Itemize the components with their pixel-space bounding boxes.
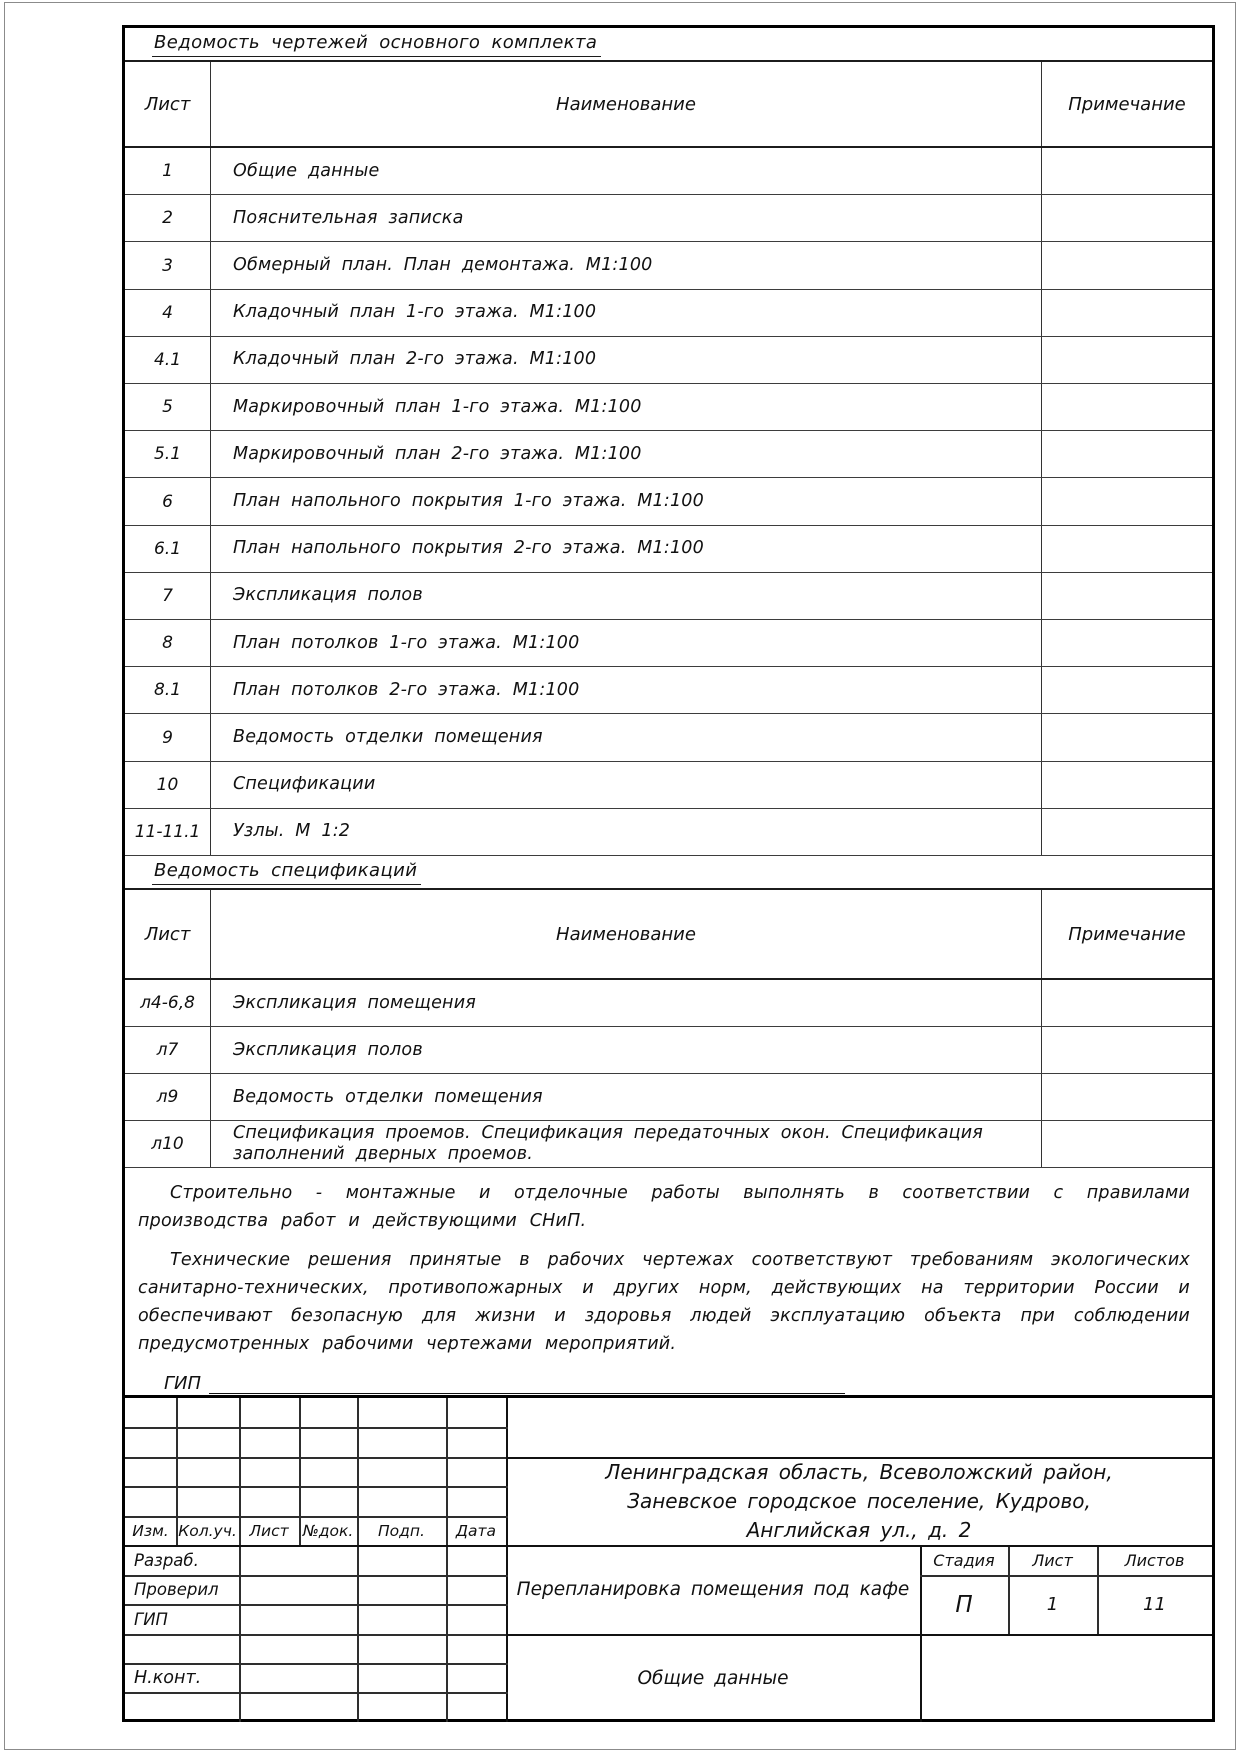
table-row <box>125 478 1212 525</box>
drawing-name: Обмерный план. План демонтажа. М1:100 <box>210 242 1042 288</box>
spec-name: Экспликация помещения <box>210 980 1042 1026</box>
stage-value: П <box>955 1591 973 1618</box>
drawing-name: Кладочный план 2-го этажа. М1:100 <box>210 337 1042 383</box>
drawings-register-header <box>125 62 1212 148</box>
project-title: Перепланировка помещения под кафе <box>516 1579 910 1600</box>
drawing-name: План потолков 2-го этажа. М1:100 <box>210 667 1042 713</box>
note-cell <box>1042 337 1212 383</box>
address-line-1: Ленинградская область, Всеволожский район, <box>605 1459 1113 1484</box>
sheet-number: 7 <box>162 585 173 606</box>
table-row <box>125 148 1212 195</box>
drawing-name: Пояснительная записка <box>210 195 1042 241</box>
column-header-sheet: Лист <box>144 923 191 945</box>
gip-signature-line <box>209 1374 845 1394</box>
table-row <box>125 384 1212 431</box>
specs-register-title-strip <box>125 856 1212 890</box>
line <box>125 1427 508 1429</box>
sheets-total-label: Листов <box>1124 1550 1185 1570</box>
project-address <box>506 1457 1212 1545</box>
table-row <box>125 1121 1212 1168</box>
column-header-note: Примечание <box>1068 923 1186 945</box>
sheet-number: л9 <box>156 1087 179 1107</box>
note-cell <box>1042 573 1212 619</box>
specs-register-rows <box>125 980 1212 1168</box>
line <box>357 1398 359 1722</box>
line <box>125 1634 508 1636</box>
sheet-number: 8.1 <box>153 680 182 701</box>
spec-name: Экспликация полов <box>210 1027 1042 1073</box>
sheet-number: 6.1 <box>153 538 182 559</box>
rev-col-list: Лист <box>249 1521 289 1540</box>
note-cell <box>1042 1074 1212 1120</box>
sheet-number: л7 <box>156 1040 179 1060</box>
column-header-name: Наименование <box>210 890 1042 978</box>
note-cell <box>1042 762 1212 808</box>
sheet-number: 1 <box>162 161 173 182</box>
sheet-number: 4 <box>162 302 173 323</box>
note-cell <box>1042 980 1212 1026</box>
drawing-frame <box>122 25 1215 1722</box>
column-header-sheet: Лист <box>144 93 191 115</box>
table-row <box>125 714 1212 761</box>
spec-name: Ведомость отделки помещения <box>210 1074 1042 1120</box>
table-row <box>125 1027 1212 1074</box>
spec-name: Спецификация проемов. Спецификация передаточных окон. Спецификация заполнений дверных проемов. <box>210 1121 1042 1167</box>
rev-col-doc: №док. <box>302 1521 354 1540</box>
note-cell <box>1042 195 1212 241</box>
note-cell <box>1042 478 1212 524</box>
table-row <box>125 526 1212 573</box>
role-checked: Проверил <box>134 1580 219 1599</box>
sheet-number: 9 <box>162 727 173 748</box>
line <box>446 1398 448 1722</box>
table-row <box>125 573 1212 620</box>
rev-col-kol-uch: Кол.уч. <box>178 1521 237 1540</box>
drawing-name: Кладочный план 1-го этажа. М1:100 <box>210 290 1042 336</box>
column-header-name: Наименование <box>210 62 1042 146</box>
table-row <box>125 337 1212 384</box>
gip-label: ГИП <box>164 1373 202 1394</box>
sheet-number: 11-11.1 <box>134 821 201 842</box>
sheet-title: Общие данные <box>637 1667 789 1689</box>
table-row <box>125 809 1212 856</box>
note-paragraph-2: Технические решения принятые в рабочих чертежах соответствуют требованиям экологических санитарно-технических, противопожарных и других норм, действующих на территории России и обеспечивают безопасную для жизни и здоровья людей эксплуатацию объекта при соблюдении предусмотренных рабочими чертежами мероприятий. <box>138 1250 1190 1354</box>
sheet-number: 5 <box>162 397 173 418</box>
note-cell <box>1042 290 1212 336</box>
address-line-2: Заневское городское поселение, Кудрово, <box>627 1488 1091 1513</box>
drawing-name: Спецификации <box>210 762 1042 808</box>
note-cell <box>1042 809 1212 855</box>
note-cell <box>1042 148 1212 194</box>
sheet-number: 8 <box>162 633 173 654</box>
drawing-name: Общие данные <box>210 148 1042 194</box>
sheet-number: л4-6,8 <box>140 993 195 1013</box>
table-row <box>125 980 1212 1027</box>
drawing-name: Узлы. М 1:2 <box>210 809 1042 855</box>
role-gip: ГИП <box>134 1609 168 1629</box>
table-row <box>125 1074 1212 1121</box>
note-cell <box>1042 384 1212 430</box>
drawing-name: План потолков 1-го этажа. М1:100 <box>210 620 1042 666</box>
drawings-register-title-strip <box>125 28 1212 62</box>
sheet-number: 4.1 <box>153 349 182 370</box>
note-cell <box>1042 242 1212 288</box>
note-cell <box>1042 667 1212 713</box>
drawings-register-rows <box>125 148 1212 856</box>
note-cell <box>1042 714 1212 760</box>
sheet-number: 3 <box>162 255 173 276</box>
note-cell <box>1042 1121 1212 1167</box>
table-row <box>125 667 1212 714</box>
drawing-name: План напольного покрытия 2-го этажа. М1:100 <box>210 526 1042 572</box>
table-row <box>125 762 1212 809</box>
table-row <box>125 620 1212 667</box>
drawings-register-title: Ведомость чертежей основного комплекта <box>152 32 601 57</box>
line <box>239 1398 241 1722</box>
title-block <box>125 1395 1212 1719</box>
note-cell <box>1042 620 1212 666</box>
rev-col-data: Дата <box>455 1521 497 1540</box>
sheet-label: Лист <box>1032 1550 1073 1570</box>
sheet-number: 10 <box>156 774 179 795</box>
address-line-3: Английская ул., д. 2 <box>746 1517 972 1542</box>
drawing-name: Экспликация полов <box>210 573 1042 619</box>
note-cell <box>1042 431 1212 477</box>
line <box>125 1486 508 1488</box>
table-row <box>125 242 1212 289</box>
note-cell <box>1042 1027 1212 1073</box>
role-norm-control: Н.конт. <box>134 1667 202 1688</box>
rev-col-podp: Подп. <box>378 1521 425 1540</box>
line <box>125 1457 508 1459</box>
specs-register-header <box>125 890 1212 980</box>
general-notes <box>125 1168 1212 1395</box>
gip-signature-row <box>164 1373 1190 1394</box>
note-paragraph-1: Строительно - монтажные и отделочные работы выполнять в соответствии с правилами производства работ и действующими СНиП. <box>138 1183 1190 1231</box>
drawing-name: Маркировочный план 1-го этажа. М1:100 <box>210 384 1042 430</box>
drawing-name: Маркировочный план 2-го этажа. М1:100 <box>210 431 1042 477</box>
column-header-note: Примечание <box>1068 93 1186 115</box>
sheet-number: 6 <box>162 491 173 512</box>
rev-col-izm: Изм. <box>132 1521 169 1540</box>
specs-register-title: Ведомость спецификаций <box>152 860 421 885</box>
drawing-name: План напольного покрытия 1-го этажа. М1:100 <box>210 478 1042 524</box>
table-row <box>125 290 1212 337</box>
table-row <box>125 195 1212 242</box>
line <box>125 1692 508 1694</box>
role-developed: Разраб. <box>134 1550 199 1570</box>
sheet-number: л10 <box>151 1134 184 1154</box>
sheets-total-value: 11 <box>1143 1594 1166 1615</box>
note-cell <box>1042 526 1212 572</box>
sheet-number: 5.1 <box>153 444 182 465</box>
drawing-name: Ведомость отделки помещения <box>210 714 1042 760</box>
table-row <box>125 431 1212 478</box>
sheet-value: 1 <box>1046 1594 1059 1615</box>
sheet-number: 2 <box>162 208 173 229</box>
stage-label: Стадия <box>933 1550 995 1570</box>
